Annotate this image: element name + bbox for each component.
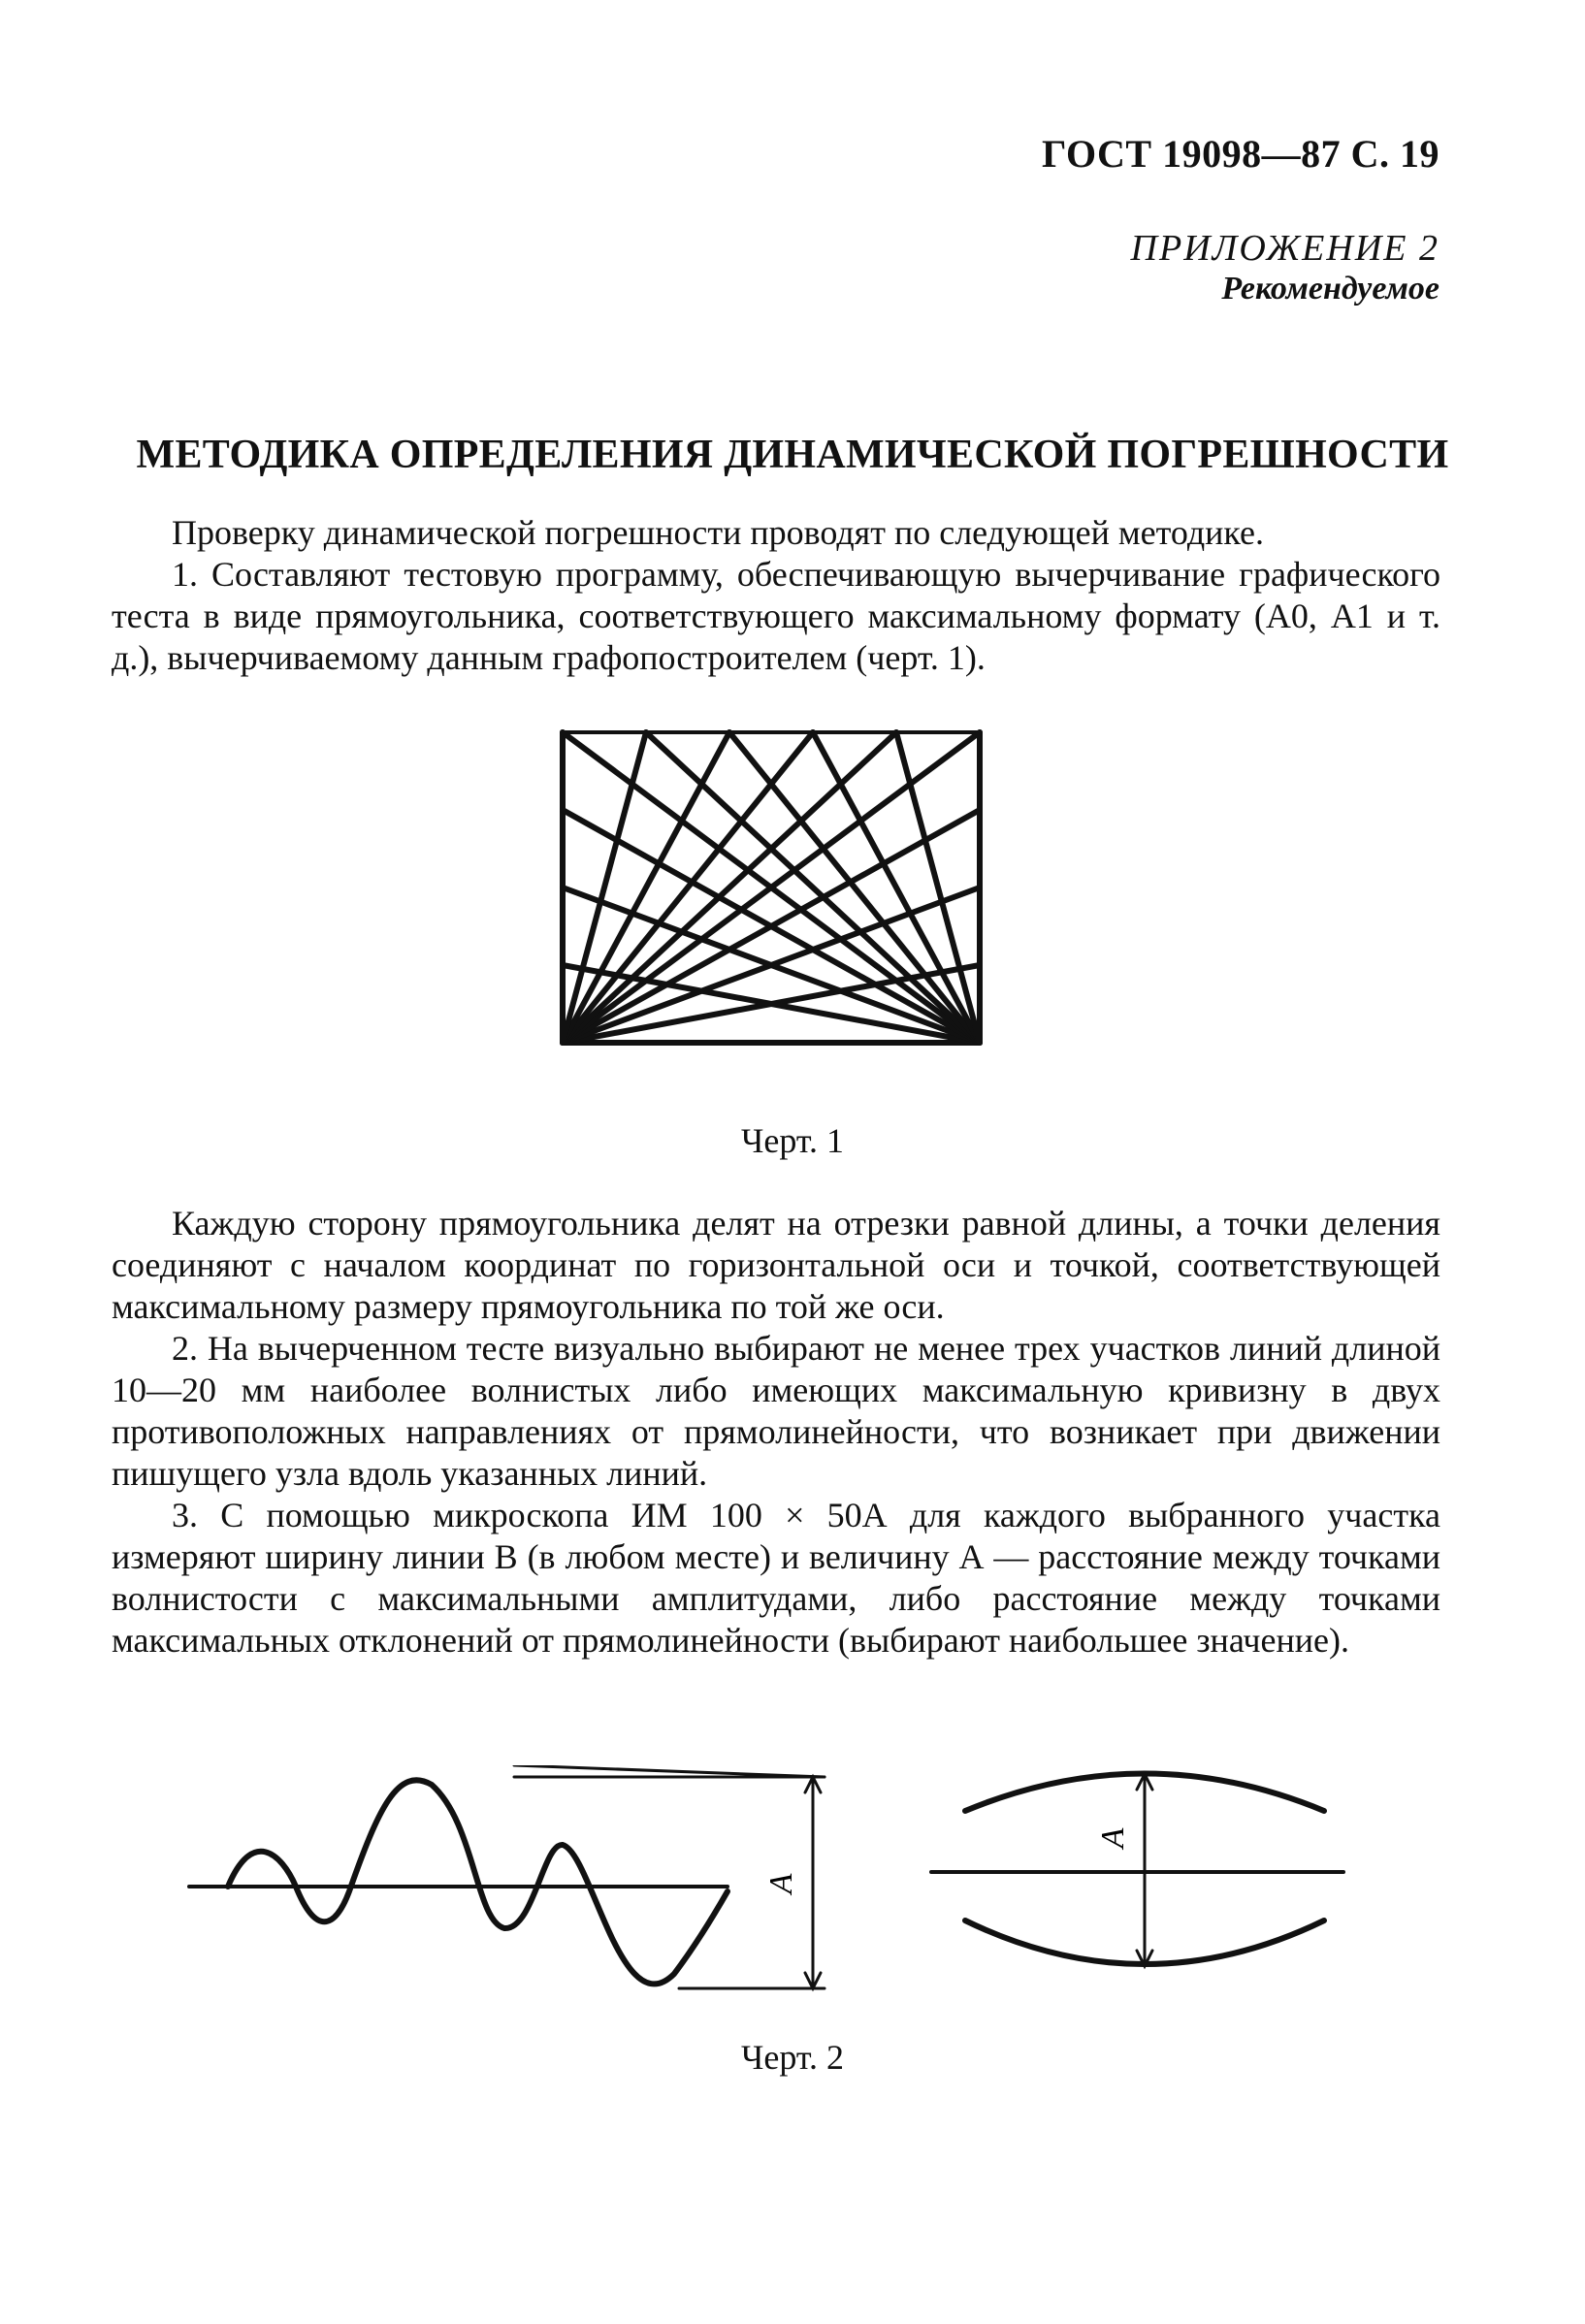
figure-2-caption: Черт. 2 bbox=[741, 2038, 844, 2077]
intro-paragraphs bbox=[112, 512, 1440, 679]
dimension-label-a-left: А bbox=[762, 1873, 799, 1894]
body-paragraph-2: 3. С помощью микроскопа ИМ 100 × 50А для каждого выбранного участка измеряют ширину линии В (в любом месте) и величину А — расстояние между точками волнистости с максимальными амплитудами, либо расстояние между точками максимальных отклонений от прямолинейности (выбирают наибольшее значение). bbox=[112, 1496, 1440, 1660]
page-reference: ГОСТ 19098—87 С. 19 bbox=[1041, 132, 1439, 176]
body-paragraph-0: Каждую сторону прямоугольника делят на отрезки равной длины, а точки деления соединяют с началом координат по горизонтальной оси и точкой, соответствующей максимальному размеру прямоугольника по той же оси. bbox=[112, 1204, 1440, 1326]
intro-paragraph-1: 1. Составляют тестовую программу, обеспечивающую вычерчивание графического теста в виде прямоугольника, соответствующего максимальному формату (А0, А1 и т. д.), вычерчиваемому данным графопостроителем (черт. 1). bbox=[112, 555, 1440, 677]
figure-1-test-rectangle bbox=[553, 723, 989, 1052]
intro-paragraph-0: Проверку динамической погрешности проводят по следующей методике. bbox=[172, 513, 1264, 552]
top-reference-line bbox=[514, 1765, 825, 1777]
dimension-label-a-right: А bbox=[1094, 1827, 1131, 1849]
appendix-block bbox=[1131, 228, 1439, 309]
appendix-status: Рекомендуемое bbox=[1221, 271, 1439, 307]
figure-2-arcs bbox=[926, 1760, 1353, 1993]
figure-1-caption: Черт. 1 bbox=[741, 1121, 844, 1160]
body-paragraph-1: 2. На вычерченном тесте визуально выбирают не менее трех участков линий длиной 10—20 мм наиболее волнистых либо имеющих максимальную кривизну в двух противоположных направлениях от прямолинейности, что возникает при движении пишущего узла вдоль указанных линий. bbox=[112, 1329, 1440, 1493]
body-paragraphs bbox=[112, 1203, 1440, 1662]
section-title: МЕТОДИКА ОПРЕДЕЛЕНИЯ ДИНАМИЧЕСКОЙ ПОГРЕШНОСТИ bbox=[136, 433, 1449, 477]
appendix-label: ПРИЛОЖЕНИЕ 2 bbox=[1130, 228, 1439, 269]
wave-curve bbox=[228, 1780, 728, 1984]
figure-2-wavy-line bbox=[184, 1765, 844, 1998]
